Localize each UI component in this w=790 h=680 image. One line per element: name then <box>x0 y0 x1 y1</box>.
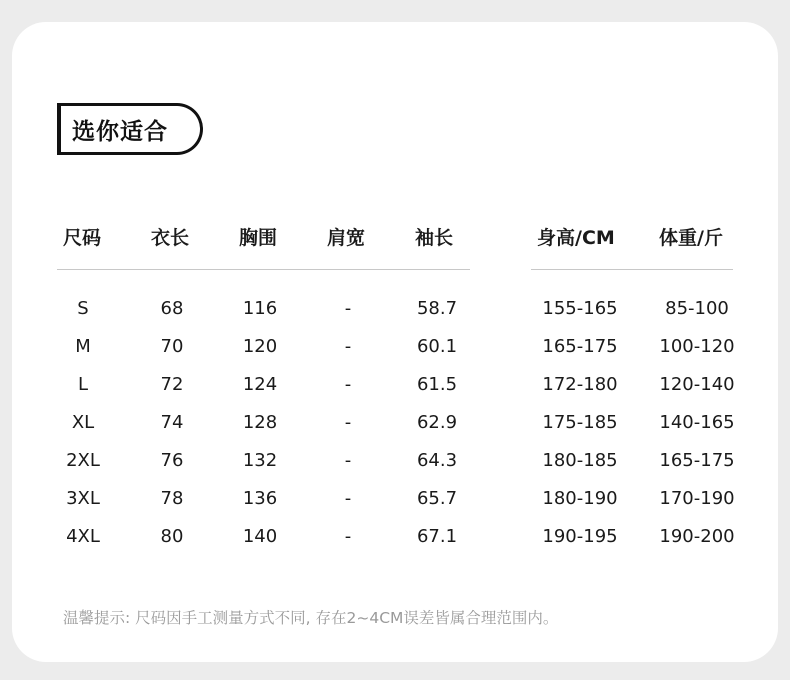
cell-size: 3XL <box>66 488 100 509</box>
cell-chest: 132 <box>242 450 278 471</box>
header-divider-right <box>531 269 733 270</box>
header-weight: 体重/斤 <box>659 227 723 249</box>
cell-length: 70 <box>160 336 184 357</box>
cell-weight: 100-120 <box>659 336 735 357</box>
cell-shoulder: - <box>344 488 352 509</box>
cell-size: XL <box>71 412 95 433</box>
cell-shoulder: - <box>344 336 352 357</box>
cell-height: 180-185 <box>542 450 618 471</box>
cell-weight: 170-190 <box>659 488 735 509</box>
cell-sleeve: 62.9 <box>416 412 458 433</box>
cell-size: S <box>77 298 89 319</box>
cell-weight: 85-100 <box>665 298 729 319</box>
cell-chest: 128 <box>242 412 278 433</box>
cell-height: 180-190 <box>542 488 618 509</box>
cell-sleeve: 64.3 <box>416 450 458 471</box>
cell-weight: 165-175 <box>659 450 735 471</box>
header-chest: 胸围 <box>239 227 278 249</box>
cell-chest: 120 <box>242 336 278 357</box>
header-length: 衣长 <box>151 227 190 249</box>
measurement-note: 温馨提示: 尺码因手工测量方式不同, 存在2~4CM误差皆属合理范围内。 <box>63 609 559 627</box>
cell-length: 68 <box>160 298 184 319</box>
header-height: 身高/CM <box>537 227 615 249</box>
table-row <box>0 373 790 397</box>
cell-sleeve: 67.1 <box>416 526 458 547</box>
cell-length: 78 <box>160 488 184 509</box>
cell-size: L <box>77 374 89 395</box>
cell-weight: 140-165 <box>659 412 735 433</box>
table-row <box>0 449 790 473</box>
cell-height: 190-195 <box>542 526 618 547</box>
cell-sleeve: 61.5 <box>416 374 458 395</box>
cell-chest: 136 <box>242 488 278 509</box>
header-size: 尺码 <box>63 227 102 249</box>
cell-height: 165-175 <box>542 336 618 357</box>
table-row <box>0 487 790 511</box>
cell-shoulder: - <box>344 526 352 547</box>
cell-sleeve: 58.7 <box>416 298 458 319</box>
cell-length: 80 <box>160 526 184 547</box>
cell-shoulder: - <box>344 374 352 395</box>
cell-weight: 120-140 <box>659 374 735 395</box>
page-title: 选你适合 <box>72 118 168 145</box>
cell-height: 155-165 <box>542 298 618 319</box>
cell-height: 172-180 <box>542 374 618 395</box>
header-shoulder: 肩宽 <box>327 227 366 249</box>
cell-height: 175-185 <box>542 412 618 433</box>
header-sleeve: 袖长 <box>415 227 454 249</box>
cell-size: M <box>75 336 91 357</box>
header-divider-left <box>57 269 470 270</box>
title-tag <box>57 103 203 155</box>
cell-size: 2XL <box>66 450 100 471</box>
table-row <box>0 335 790 359</box>
cell-length: 74 <box>160 412 184 433</box>
cell-shoulder: - <box>344 298 352 319</box>
cell-shoulder: - <box>344 412 352 433</box>
cell-weight: 190-200 <box>659 526 735 547</box>
cell-shoulder: - <box>344 450 352 471</box>
cell-chest: 140 <box>242 526 278 547</box>
cell-length: 76 <box>160 450 184 471</box>
table-row <box>0 525 790 549</box>
cell-length: 72 <box>160 374 184 395</box>
table-row <box>0 297 790 321</box>
cell-size: 4XL <box>66 526 100 547</box>
cell-chest: 116 <box>242 298 278 319</box>
table-row <box>0 411 790 435</box>
cell-sleeve: 65.7 <box>416 488 458 509</box>
cell-sleeve: 60.1 <box>416 336 458 357</box>
cell-chest: 124 <box>242 374 278 395</box>
